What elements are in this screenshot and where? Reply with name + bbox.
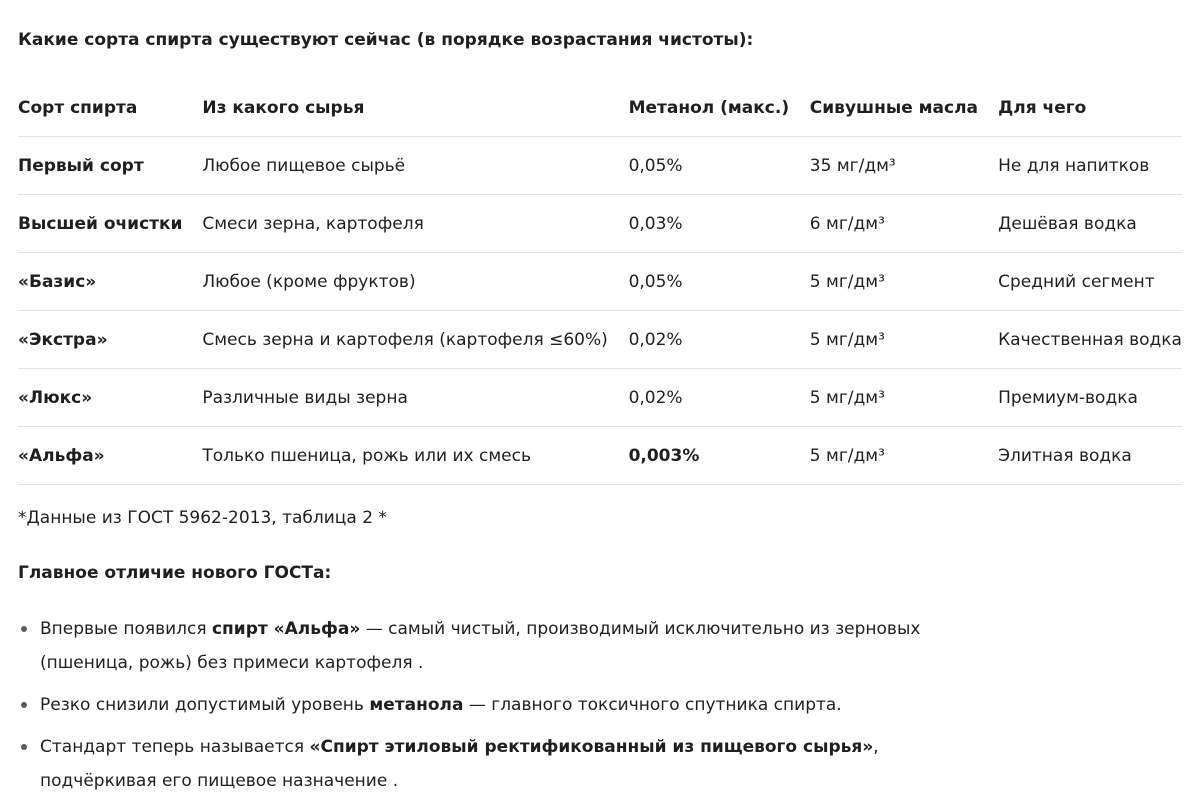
point-text: подчёркивая его пищевое назначение . [40, 771, 399, 791]
cell-grade: Высшей очистки [18, 195, 202, 253]
point-text: — самый чистый, производимый исключительно из зерновых [360, 619, 921, 639]
spirit-grades-table [18, 80, 1182, 485]
point-bold: «Спирт этиловый ректификованный из пищевого сырья» [309, 737, 874, 757]
list-item [18, 612, 978, 680]
point-text: (пшеница, рожь) без примеси картофеля . [40, 653, 424, 673]
point-text: — главного токсичного спутника спирта. [463, 695, 842, 715]
cell-fusel-oils: 6 мг/дм³ [810, 195, 998, 253]
cell-fusel-oils: 5 мг/дм³ [810, 369, 998, 427]
header-grade: Сорт спирта [18, 80, 202, 137]
point-text: Впервые появился [40, 619, 212, 639]
cell-grade: «Базис» [18, 253, 202, 311]
cell-fusel-oils: 5 мг/дм³ [810, 311, 998, 369]
cell-methanol: 0,05% [629, 137, 810, 195]
cell-purpose: Качественная водка [998, 311, 1182, 369]
table-row [18, 427, 1182, 485]
cell-raw-material: Смеси зерна, картофеля [202, 195, 628, 253]
header-purpose: Для чего [998, 80, 1182, 137]
point-text: , [873, 737, 879, 757]
cell-purpose: Премиум-водка [998, 369, 1182, 427]
subheading: Главное отличие нового ГОСТа: [18, 563, 332, 583]
cell-raw-material: Любое пищевое сырьё [202, 137, 628, 195]
table-header-row [18, 80, 1182, 137]
cell-methanol: 0,05% [629, 253, 810, 311]
cell-purpose: Средний сегмент [998, 253, 1182, 311]
cell-methanol: 0,02% [629, 369, 810, 427]
point-text: Стандарт теперь называется [40, 737, 310, 757]
cell-purpose: Элитная водка [998, 427, 1182, 485]
cell-grade: «Люкс» [18, 369, 202, 427]
cell-raw-material: Различные виды зерна [202, 369, 628, 427]
table-row [18, 253, 1182, 311]
cell-fusel-oils: 5 мг/дм³ [810, 427, 998, 485]
source-footnote: *Данные из ГОСТ 5962-2013, таблица 2 * [18, 508, 387, 528]
bullet-icon [21, 744, 27, 750]
cell-fusel-oils: 5 мг/дм³ [810, 253, 998, 311]
list-item [18, 730, 978, 798]
point-text: Резко снизили допустимый уровень [40, 695, 370, 715]
bullet-icon [21, 702, 27, 708]
cell-purpose: Дешёвая водка [998, 195, 1182, 253]
cell-methanol: 0,03% [629, 195, 810, 253]
table-row [18, 137, 1182, 195]
table-row [18, 311, 1182, 369]
point-bold: метанола [369, 695, 464, 715]
cell-methanol: 0,02% [629, 311, 810, 369]
key-differences-list [18, 612, 978, 806]
header-raw-material: Из какого сырья [202, 80, 628, 137]
point-bold: спирт «Альфа» [211, 619, 361, 639]
cell-grade: «Альфа» [18, 427, 202, 485]
cell-purpose: Не для напитков [998, 137, 1182, 195]
list-item [18, 688, 978, 722]
cell-fusel-oils: 35 мг/дм³ [810, 137, 998, 195]
header-methanol: Метанол (макс.) [629, 80, 810, 137]
table-row [18, 369, 1182, 427]
header-fusel-oils: Сивушные масла [810, 80, 998, 137]
cell-raw-material: Смесь зерна и картофеля (картофеля ≤60%) [202, 311, 628, 369]
cell-grade: Первый сорт [18, 137, 202, 195]
cell-grade: «Экстра» [18, 311, 202, 369]
cell-methanol: 0,003% [629, 427, 810, 485]
cell-raw-material: Любое (кроме фруктов) [202, 253, 628, 311]
bullet-icon [21, 626, 27, 632]
table-row [18, 195, 1182, 253]
section-heading: Какие сорта спирта существуют сейчас (в порядке возрастания чистоты): [18, 30, 754, 50]
cell-raw-material: Только пшеница, рожь или их смесь [202, 427, 628, 485]
